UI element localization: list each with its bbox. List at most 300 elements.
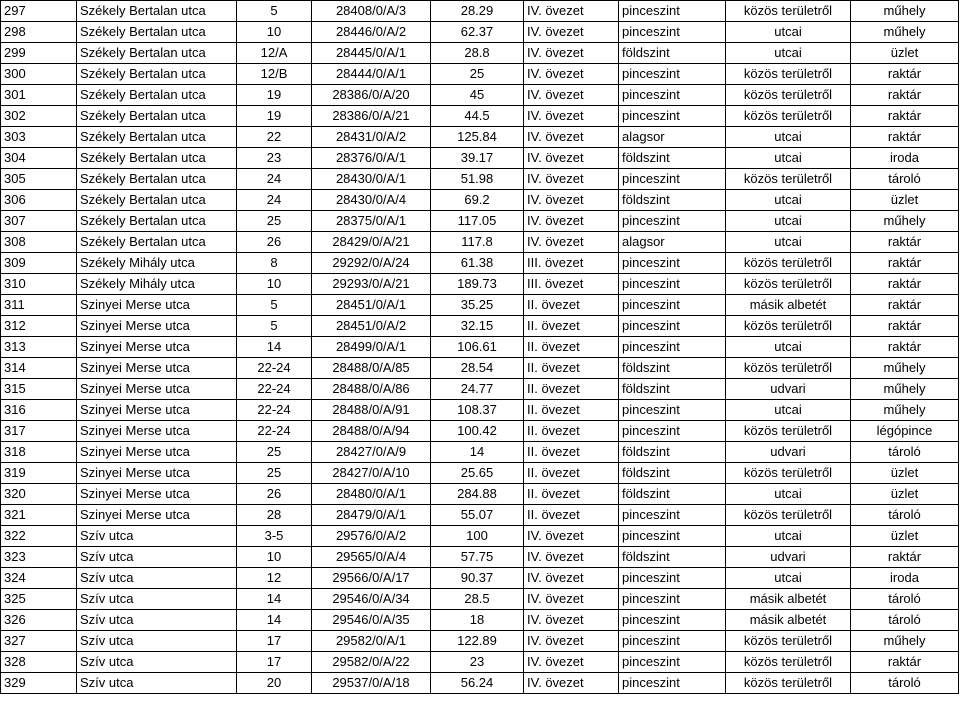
street-cell: Szinyei Merse utca (77, 421, 237, 442)
house-number-cell: 3-5 (237, 526, 312, 547)
street-cell: Székely Bertalan utca (77, 127, 237, 148)
access-cell: közös területről (726, 505, 851, 526)
zone-cell: II. övezet (524, 484, 619, 505)
floor-level-cell: pinceszint (619, 673, 726, 694)
zone-cell: II. övezet (524, 505, 619, 526)
usage-cell: műhely (851, 358, 959, 379)
zone-cell: IV. övezet (524, 547, 619, 568)
table-row (1, 610, 959, 631)
row-number-cell: 321 (1, 505, 77, 526)
floor-level-cell: pinceszint (619, 652, 726, 673)
table-row (1, 442, 959, 463)
table-row (1, 631, 959, 652)
area-cell: 56.24 (431, 673, 524, 694)
parcel-number-cell: 29292/0/A/24 (312, 253, 431, 274)
zone-cell: II. övezet (524, 358, 619, 379)
usage-cell: raktár (851, 253, 959, 274)
access-cell: utcai (726, 22, 851, 43)
floor-level-cell: pinceszint (619, 85, 726, 106)
street-cell: Szinyei Merse utca (77, 379, 237, 400)
floor-level-cell: földszint (619, 43, 726, 64)
parcel-number-cell: 28376/0/A/1 (312, 148, 431, 169)
parcel-number-cell: 28430/0/A/1 (312, 169, 431, 190)
access-cell: közös területről (726, 316, 851, 337)
street-cell: Szív utca (77, 610, 237, 631)
parcel-number-cell: 28429/0/A/21 (312, 232, 431, 253)
parcel-number-cell: 28386/0/A/20 (312, 85, 431, 106)
usage-cell: raktár (851, 295, 959, 316)
table-row (1, 421, 959, 442)
row-number-cell: 302 (1, 106, 77, 127)
street-cell: Székely Bertalan utca (77, 211, 237, 232)
access-cell: másik albetét (726, 589, 851, 610)
floor-level-cell: pinceszint (619, 169, 726, 190)
table-row (1, 547, 959, 568)
floor-level-cell: földszint (619, 484, 726, 505)
floor-level-cell: pinceszint (619, 316, 726, 337)
floor-level-cell: földszint (619, 463, 726, 484)
row-number-cell: 304 (1, 148, 77, 169)
zone-cell: IV. övezet (524, 568, 619, 589)
parcel-number-cell: 28499/0/A/1 (312, 337, 431, 358)
usage-cell: tároló (851, 442, 959, 463)
zone-cell: IV. övezet (524, 232, 619, 253)
area-cell: 108.37 (431, 400, 524, 421)
house-number-cell: 22-24 (237, 379, 312, 400)
row-number-cell: 319 (1, 463, 77, 484)
access-cell: utcai (726, 211, 851, 232)
access-cell: utcai (726, 526, 851, 547)
street-cell: Székely Bertalan utca (77, 85, 237, 106)
parcel-number-cell: 28444/0/A/1 (312, 64, 431, 85)
zone-cell: IV. övezet (524, 22, 619, 43)
area-cell: 45 (431, 85, 524, 106)
street-cell: Szinyei Merse utca (77, 442, 237, 463)
parcel-number-cell: 29582/0/A/1 (312, 631, 431, 652)
zone-cell: II. övezet (524, 295, 619, 316)
table-row (1, 85, 959, 106)
access-cell: utcai (726, 190, 851, 211)
row-number-cell: 297 (1, 1, 77, 22)
row-number-cell: 323 (1, 547, 77, 568)
parcel-number-cell: 28488/0/A/85 (312, 358, 431, 379)
house-number-cell: 14 (237, 610, 312, 631)
house-number-cell: 26 (237, 484, 312, 505)
house-number-cell: 24 (237, 190, 312, 211)
parcel-number-cell: 29566/0/A/17 (312, 568, 431, 589)
house-number-cell: 23 (237, 148, 312, 169)
area-cell: 189.73 (431, 274, 524, 295)
parcel-number-cell: 29546/0/A/34 (312, 589, 431, 610)
parcel-number-cell: 28479/0/A/1 (312, 505, 431, 526)
row-number-cell: 307 (1, 211, 77, 232)
usage-cell: raktár (851, 232, 959, 253)
row-number-cell: 317 (1, 421, 77, 442)
street-cell: Szinyei Merse utca (77, 505, 237, 526)
zone-cell: IV. övezet (524, 526, 619, 547)
access-cell: utcai (726, 127, 851, 148)
house-number-cell: 28 (237, 505, 312, 526)
usage-cell: műhely (851, 379, 959, 400)
row-number-cell: 325 (1, 589, 77, 610)
table-row (1, 589, 959, 610)
parcel-number-cell: 29576/0/A/2 (312, 526, 431, 547)
usage-cell: üzlet (851, 484, 959, 505)
house-number-cell: 25 (237, 211, 312, 232)
floor-level-cell: pinceszint (619, 610, 726, 631)
street-cell: Szinyei Merse utca (77, 484, 237, 505)
usage-cell: üzlet (851, 463, 959, 484)
parcel-number-cell: 28431/0/A/2 (312, 127, 431, 148)
street-cell: Szinyei Merse utca (77, 295, 237, 316)
house-number-cell: 22-24 (237, 421, 312, 442)
floor-level-cell: alagsor (619, 232, 726, 253)
house-number-cell: 20 (237, 673, 312, 694)
area-cell: 28.54 (431, 358, 524, 379)
usage-cell: raktár (851, 64, 959, 85)
table-row (1, 274, 959, 295)
row-number-cell: 313 (1, 337, 77, 358)
parcel-number-cell: 28480/0/A/1 (312, 484, 431, 505)
usage-cell: raktár (851, 106, 959, 127)
usage-cell: műhely (851, 211, 959, 232)
parcel-number-cell: 29537/0/A/18 (312, 673, 431, 694)
house-number-cell: 14 (237, 589, 312, 610)
street-cell: Székely Bertalan utca (77, 1, 237, 22)
floor-level-cell: földszint (619, 442, 726, 463)
access-cell: utcai (726, 337, 851, 358)
floor-level-cell: földszint (619, 379, 726, 400)
parcel-number-cell: 28488/0/A/86 (312, 379, 431, 400)
table-row (1, 484, 959, 505)
access-cell: közös területről (726, 253, 851, 274)
parcel-number-cell: 28445/0/A/1 (312, 43, 431, 64)
street-cell: Szinyei Merse utca (77, 463, 237, 484)
area-cell: 117.05 (431, 211, 524, 232)
zone-cell: IV. övezet (524, 106, 619, 127)
zone-cell: IV. övezet (524, 190, 619, 211)
table-row (1, 22, 959, 43)
zone-cell: IV. övezet (524, 1, 619, 22)
zone-cell: IV. övezet (524, 64, 619, 85)
access-cell: közös területről (726, 106, 851, 127)
street-cell: Székely Bertalan utca (77, 169, 237, 190)
area-cell: 23 (431, 652, 524, 673)
area-cell: 69.2 (431, 190, 524, 211)
usage-cell: raktár (851, 85, 959, 106)
zone-cell: II. övezet (524, 379, 619, 400)
area-cell: 28.5 (431, 589, 524, 610)
table-row (1, 106, 959, 127)
parcel-number-cell: 28408/0/A/3 (312, 1, 431, 22)
access-cell: utcai (726, 400, 851, 421)
table-row (1, 463, 959, 484)
zone-cell: IV. övezet (524, 211, 619, 232)
row-number-cell: 316 (1, 400, 77, 421)
area-cell: 28.29 (431, 1, 524, 22)
house-number-cell: 10 (237, 274, 312, 295)
access-cell: közös területről (726, 1, 851, 22)
row-number-cell: 318 (1, 442, 77, 463)
row-number-cell: 306 (1, 190, 77, 211)
floor-level-cell: földszint (619, 547, 726, 568)
street-cell: Székely Bertalan utca (77, 190, 237, 211)
usage-cell: iroda (851, 568, 959, 589)
house-number-cell: 22-24 (237, 400, 312, 421)
area-cell: 44.5 (431, 106, 524, 127)
street-cell: Szív utca (77, 652, 237, 673)
usage-cell: műhely (851, 631, 959, 652)
area-cell: 32.15 (431, 316, 524, 337)
access-cell: utcai (726, 484, 851, 505)
house-number-cell: 12/A (237, 43, 312, 64)
street-cell: Szív utca (77, 631, 237, 652)
table-row (1, 127, 959, 148)
house-number-cell: 14 (237, 337, 312, 358)
table-body (1, 1, 959, 694)
zone-cell: IV. övezet (524, 169, 619, 190)
street-cell: Szív utca (77, 526, 237, 547)
usage-cell: műhely (851, 400, 959, 421)
parcel-number-cell: 28451/0/A/2 (312, 316, 431, 337)
access-cell: közös területről (726, 85, 851, 106)
area-cell: 106.61 (431, 337, 524, 358)
area-cell: 90.37 (431, 568, 524, 589)
access-cell: közös területről (726, 631, 851, 652)
table-row (1, 295, 959, 316)
row-number-cell: 315 (1, 379, 77, 400)
street-cell: Szív utca (77, 547, 237, 568)
street-cell: Székely Bertalan utca (77, 64, 237, 85)
parcel-number-cell: 28488/0/A/91 (312, 400, 431, 421)
row-number-cell: 324 (1, 568, 77, 589)
row-number-cell: 311 (1, 295, 77, 316)
parcel-number-cell: 28375/0/A/1 (312, 211, 431, 232)
usage-cell: légópince (851, 421, 959, 442)
floor-level-cell: pinceszint (619, 1, 726, 22)
street-cell: Székely Bertalan utca (77, 22, 237, 43)
parcel-number-cell: 29565/0/A/4 (312, 547, 431, 568)
zone-cell: IV. övezet (524, 631, 619, 652)
house-number-cell: 17 (237, 652, 312, 673)
table-row (1, 43, 959, 64)
row-number-cell: 329 (1, 673, 77, 694)
parcel-number-cell: 28451/0/A/1 (312, 295, 431, 316)
house-number-cell: 19 (237, 85, 312, 106)
parcel-number-cell: 28427/0/A/10 (312, 463, 431, 484)
access-cell: utcai (726, 148, 851, 169)
parcel-number-cell: 28386/0/A/21 (312, 106, 431, 127)
table-row (1, 568, 959, 589)
access-cell: utcai (726, 232, 851, 253)
house-number-cell: 12 (237, 568, 312, 589)
table-row (1, 337, 959, 358)
access-cell: udvari (726, 547, 851, 568)
usage-cell: raktár (851, 316, 959, 337)
street-cell: Szinyei Merse utca (77, 400, 237, 421)
floor-level-cell: pinceszint (619, 337, 726, 358)
access-cell: közös területről (726, 358, 851, 379)
access-cell: udvari (726, 379, 851, 400)
table-row (1, 316, 959, 337)
zone-cell: III. övezet (524, 274, 619, 295)
access-cell: másik albetét (726, 610, 851, 631)
floor-level-cell: pinceszint (619, 211, 726, 232)
row-number-cell: 300 (1, 64, 77, 85)
access-cell: közös területről (726, 652, 851, 673)
usage-cell: üzlet (851, 526, 959, 547)
usage-cell: raktár (851, 274, 959, 295)
access-cell: másik albetét (726, 295, 851, 316)
house-number-cell: 19 (237, 106, 312, 127)
row-number-cell: 299 (1, 43, 77, 64)
access-cell: közös területről (726, 673, 851, 694)
area-cell: 61.38 (431, 253, 524, 274)
street-cell: Szív utca (77, 589, 237, 610)
row-number-cell: 310 (1, 274, 77, 295)
floor-level-cell: pinceszint (619, 64, 726, 85)
area-cell: 122.89 (431, 631, 524, 652)
street-cell: Székely Bertalan utca (77, 232, 237, 253)
usage-cell: műhely (851, 1, 959, 22)
row-number-cell: 314 (1, 358, 77, 379)
street-cell: Szív utca (77, 673, 237, 694)
house-number-cell: 25 (237, 442, 312, 463)
table-row (1, 358, 959, 379)
access-cell: közös területről (726, 64, 851, 85)
house-number-cell: 12/B (237, 64, 312, 85)
table-row (1, 526, 959, 547)
row-number-cell: 320 (1, 484, 77, 505)
area-cell: 51.98 (431, 169, 524, 190)
area-cell: 62.37 (431, 22, 524, 43)
area-cell: 14 (431, 442, 524, 463)
zone-cell: IV. övezet (524, 610, 619, 631)
floor-level-cell: földszint (619, 190, 726, 211)
street-cell: Székely Mihály utca (77, 253, 237, 274)
usage-cell: tároló (851, 505, 959, 526)
area-cell: 18 (431, 610, 524, 631)
area-cell: 117.8 (431, 232, 524, 253)
usage-cell: tároló (851, 673, 959, 694)
table-row (1, 400, 959, 421)
house-number-cell: 17 (237, 631, 312, 652)
area-cell: 55.07 (431, 505, 524, 526)
parcel-number-cell: 29546/0/A/35 (312, 610, 431, 631)
zone-cell: II. övezet (524, 442, 619, 463)
zone-cell: III. övezet (524, 253, 619, 274)
row-number-cell: 303 (1, 127, 77, 148)
parcel-number-cell: 28430/0/A/4 (312, 190, 431, 211)
parcel-number-cell: 29582/0/A/22 (312, 652, 431, 673)
row-number-cell: 326 (1, 610, 77, 631)
table-row (1, 232, 959, 253)
floor-level-cell: pinceszint (619, 22, 726, 43)
zone-cell: IV. övezet (524, 127, 619, 148)
parcel-number-cell: 29293/0/A/21 (312, 274, 431, 295)
area-cell: 24.77 (431, 379, 524, 400)
house-number-cell: 26 (237, 232, 312, 253)
house-number-cell: 10 (237, 547, 312, 568)
house-number-cell: 5 (237, 1, 312, 22)
area-cell: 25.65 (431, 463, 524, 484)
zone-cell: II. övezet (524, 337, 619, 358)
usage-cell: raktár (851, 337, 959, 358)
zone-cell: IV. övezet (524, 589, 619, 610)
usage-cell: üzlet (851, 190, 959, 211)
floor-level-cell: földszint (619, 358, 726, 379)
area-cell: 284.88 (431, 484, 524, 505)
house-number-cell: 8 (237, 253, 312, 274)
area-cell: 125.84 (431, 127, 524, 148)
floor-level-cell: pinceszint (619, 400, 726, 421)
row-number-cell: 305 (1, 169, 77, 190)
usage-cell: raktár (851, 547, 959, 568)
parcel-number-cell: 28427/0/A/9 (312, 442, 431, 463)
floor-level-cell: pinceszint (619, 106, 726, 127)
house-number-cell: 5 (237, 295, 312, 316)
row-number-cell: 328 (1, 652, 77, 673)
access-cell: közös területről (726, 169, 851, 190)
access-cell: közös területről (726, 463, 851, 484)
house-number-cell: 5 (237, 316, 312, 337)
table-row (1, 652, 959, 673)
floor-level-cell: pinceszint (619, 253, 726, 274)
zone-cell: II. övezet (524, 316, 619, 337)
zone-cell: II. övezet (524, 463, 619, 484)
access-cell: utcai (726, 43, 851, 64)
house-number-cell: 22 (237, 127, 312, 148)
floor-level-cell: pinceszint (619, 295, 726, 316)
table-row (1, 211, 959, 232)
area-cell: 100 (431, 526, 524, 547)
floor-level-cell: alagsor (619, 127, 726, 148)
row-number-cell: 312 (1, 316, 77, 337)
area-cell: 57.75 (431, 547, 524, 568)
house-number-cell: 24 (237, 169, 312, 190)
usage-cell: tároló (851, 169, 959, 190)
street-cell: Szinyei Merse utca (77, 358, 237, 379)
usage-cell: műhely (851, 22, 959, 43)
house-number-cell: 10 (237, 22, 312, 43)
zone-cell: IV. övezet (524, 148, 619, 169)
street-cell: Szinyei Merse utca (77, 337, 237, 358)
floor-level-cell: pinceszint (619, 505, 726, 526)
usage-cell: iroda (851, 148, 959, 169)
area-cell: 39.17 (431, 148, 524, 169)
table-row (1, 1, 959, 22)
access-cell: közös területről (726, 421, 851, 442)
row-number-cell: 309 (1, 253, 77, 274)
floor-level-cell: pinceszint (619, 526, 726, 547)
table-row (1, 379, 959, 400)
table-row (1, 253, 959, 274)
usage-cell: üzlet (851, 43, 959, 64)
table-row (1, 64, 959, 85)
usage-cell: raktár (851, 652, 959, 673)
parcel-number-cell: 28446/0/A/2 (312, 22, 431, 43)
area-cell: 100.42 (431, 421, 524, 442)
street-cell: Székely Bertalan utca (77, 106, 237, 127)
floor-level-cell: pinceszint (619, 589, 726, 610)
zone-cell: IV. övezet (524, 43, 619, 64)
table-row (1, 673, 959, 694)
table-row (1, 169, 959, 190)
house-number-cell: 25 (237, 463, 312, 484)
row-number-cell: 327 (1, 631, 77, 652)
zone-cell: IV. övezet (524, 673, 619, 694)
table-row (1, 505, 959, 526)
